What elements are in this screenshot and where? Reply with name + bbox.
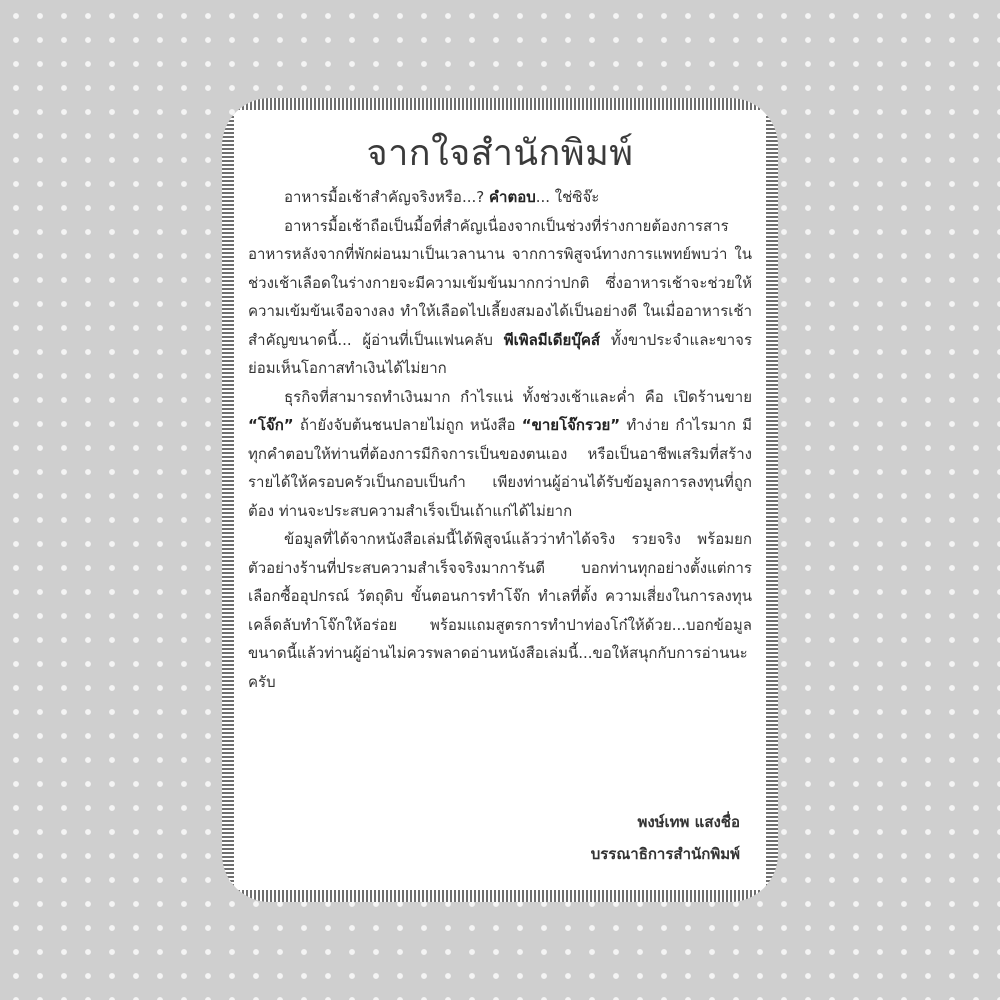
paragraph-1-text-b: ทั้งขาประจำและขาจรย่อมเห็นโอกาสทำเงินได้ไม่ยาก bbox=[248, 330, 752, 377]
paragraph-1-text-a: อาหารมื้อเช้าถือเป็นมื้อที่สำคัญเนื่องจากเป็นช่วงที่ร่างกายต้องการสารอาหารหลังจากที่พักผ่อนมาเป็นเวลานาน จากการพิสูจน์ทางการแพทย์พบว่า ในช่วงเช้าเลือดในร่างกายจะมีความเข้มข้นมากกว่าปกติ ซึ่งอาหารเช้าจะช่วยให้ความเข้มข้นเจือจางลง ทำให้เลือดไปเลี้ยงสมองได้เป็นอย่างดี ในเมื่ออาหารเช้าสำคัญขนาดนี้... ผู้อ่านที่เป็นแฟนคลับ bbox=[248, 216, 752, 349]
jok-highlight: “โจ๊ก” bbox=[248, 416, 294, 434]
answer-text: ... ใช่ซิจ๊ะ bbox=[535, 188, 600, 206]
signature-block bbox=[591, 806, 740, 870]
paragraph-2-text-b: ถ้ายังจับต้นชนปลายไม่ถูก หนังสือ bbox=[293, 416, 522, 434]
preface-card bbox=[234, 110, 766, 890]
intro-question: อาหารมื้อเช้าสำคัญจริงหรือ...? bbox=[284, 188, 485, 206]
preface-body bbox=[248, 183, 752, 696]
paragraph-1 bbox=[248, 212, 752, 383]
editor-role: บรรณาธิการสำนักพิมพ์ bbox=[590, 845, 740, 863]
book-title-highlight: “ขายโจ๊กรวย” bbox=[521, 416, 621, 434]
paragraph-2-text-c: ทำง่าย กำไรมาก มีทุกคำตอบให้ท่านที่ต้องการมีกิจการเป็นของตนเอง หรือเป็นอาชีพเสริมที่สร้างรายได้ให้ครอบครัวเป็นกอบเป็นกำ เพียงท่านผู้อ่านได้รับข้อมูลการลงทุนที่ถูกต้อง ท่านจะประสบความสำเร็จเป็นเถ้าแก่ได้ไม่ยาก bbox=[248, 416, 752, 520]
publisher-brand: พีเพิลมีเดียบุ๊คส์ bbox=[503, 330, 601, 349]
paragraph-2-text-a: ธุรกิจที่สามารถทำเงินมาก กำไรแน่ ทั้งช่วงเช้าและค่ำ คือ เปิดร้านขาย bbox=[284, 387, 752, 406]
intro-paragraph bbox=[248, 183, 752, 212]
page-frame bbox=[222, 98, 778, 902]
editor-name: พงษ์เทพ แสงชื่อ bbox=[637, 813, 740, 831]
answer-label: คำตอบ bbox=[489, 188, 536, 206]
page-title: จากใจสำนักพิมพ์ bbox=[366, 133, 634, 174]
paragraph-3: ข้อมูลที่ได้จากหนังสือเล่มนี้ได้พิสูจน์แล้วว่าทำได้จริง รวยจริง พร้อมยกตัวอย่างร้านที่ประสบความสำเร็จจริงมาการันตี บอกท่านทุกอย่างตั้งแต่การเลือกซื้ออุปกรณ์ วัตถุดิบ ขั้นตอนการทำโจ๊ก ทำเลที่ตั้ง ความเสี่ยงในการลงทุน เคล็ดลับทำโจ๊กให้อร่อย พร้อมแถมสูตรการทำปาท่องโก๋ให้ด้วย...บอกข้อมูลขนาดนี้แล้วท่านผู้อ่านไม่ควรพลาดอ่านหนังสือเล่มนี้...ขอให้สนุกกับการอ่านนะครับ bbox=[248, 530, 752, 691]
paragraph-2 bbox=[248, 383, 752, 526]
